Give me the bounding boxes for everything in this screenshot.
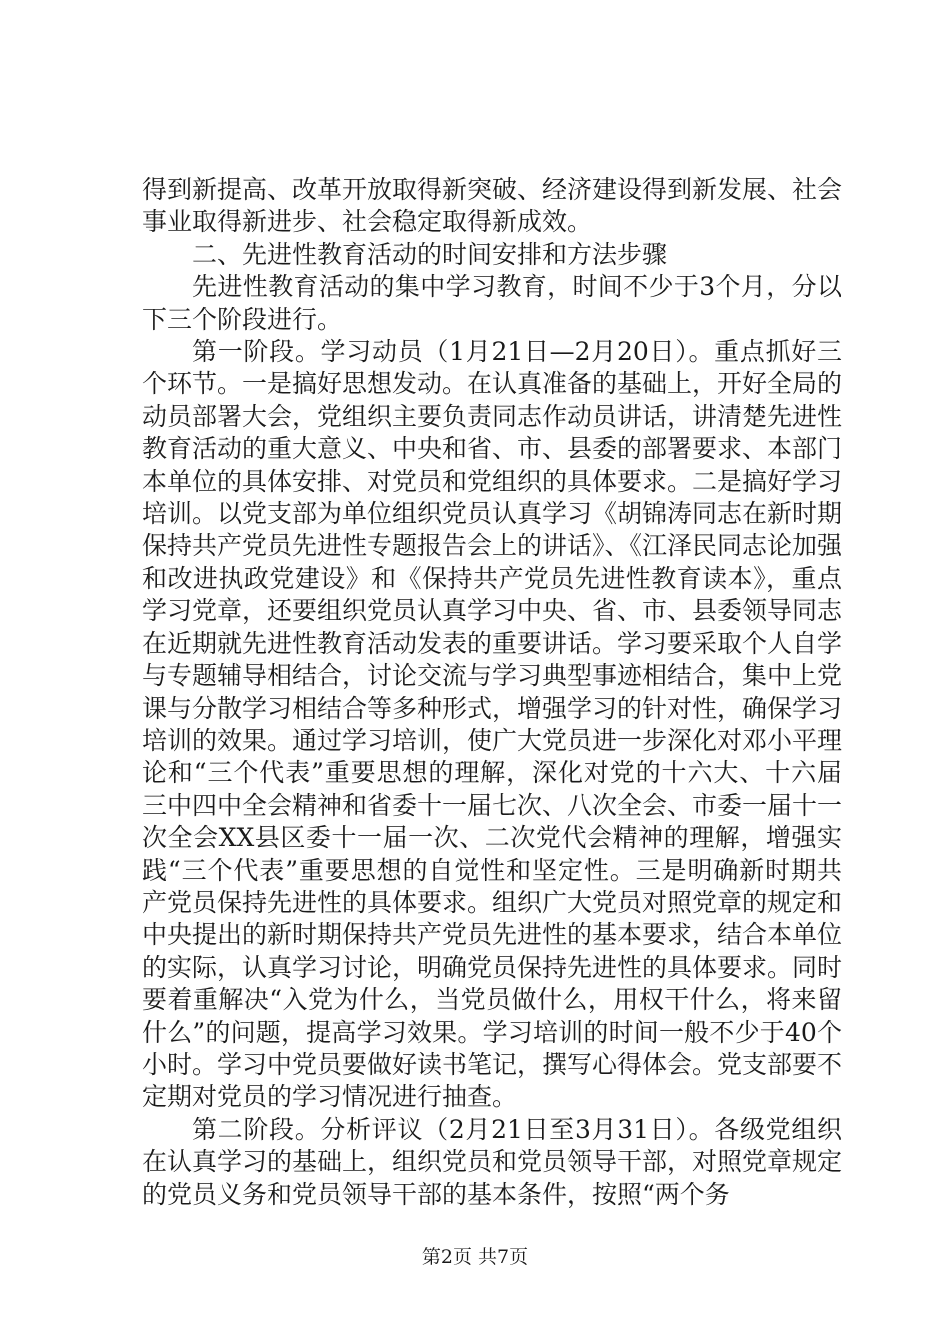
paragraph-stage-one: 第一阶段。学习动员（1月21日—2月20日）。重点抓好三个环节。一是搞好思想发动。在认真准备的基础上，开好全局的动员部署大会，党组织主要负责同志作动员讲话，讲清楚先进性教育活动的重大意义、中央和省、市、县委的部署要求、本部门本单位的具体安排、对党员和党组织的具体要求。二是搞好学习培训。以党支部为单位组织党员认真学习《胡锦涛同志在新时期保持共产党员先进性专题报告会上的讲话》、《江泽民同志论加强和改进执政党建设》和《保持共产党员先进性教育读本》，重点学习党章，还要组织党员认真学习中央、省、市、县委领导同志在近期就先进性教育活动发表的重要讲话。学习要采取个人自学与专题辅导相结合，讨论交流与学习典型事迹相结合，集中上党课与分散学习相结合等多种形式，增强学习的针对性，确保学习培训的效果。通过学习培训，使广大党员进一步深化对邓小平理论和“三个代表”重要思想的理解，深化对党的十六大、十六届三中四中全会精神和省委十一届七次、八次全会、市委一届十一次全会XX县区委十一届一次、二次党代会精神的理解，增强实践“三个代表”重要思想的自觉性和坚定性。三是明确新时期共产党员保持先进性的具体要求。组织广大党员对照党章的规定和中央提出的新时期保持共产党员先进性的基本要求，结合本单位的实际，认真学习讨论，明确党员保持先进性的具体要求。同时要着重解决“入党为什么，当党员做什么，用权干什么，将来留什么”的问题，提高学习效果。学习培训的时间一般不少于40个小时。学习中党员要做好读书笔记，撰写心得体会。党支部要不定期对党员的学习情况进行抽查。 — [142, 337, 843, 1112]
section-heading: 二、先进性教育活动的时间安排和方法步骤 — [192, 239, 668, 269]
paragraph-stage-two: 第二阶段。分析评议（2月21日至3月31日）。各级党组织在认真学习的基础上，组织党员和党员领导干部，对照党章规定的党员义务和党员领导干部的基本条件，按照“两个务 — [142, 1114, 843, 1209]
page-number-footer: 第2页 共7页 — [421, 1246, 529, 1268]
paragraph-continuation: 得到新提高、改革开放取得新突破、经济建设得到新发展、社会事业取得新进步、社会稳定取得新成效。 — [142, 175, 843, 237]
document-body — [142, 174, 842, 1211]
paragraph-intro: 先进性教育活动的集中学习教育，时间不少于3个月，分以下三个阶段进行。 — [142, 272, 842, 334]
